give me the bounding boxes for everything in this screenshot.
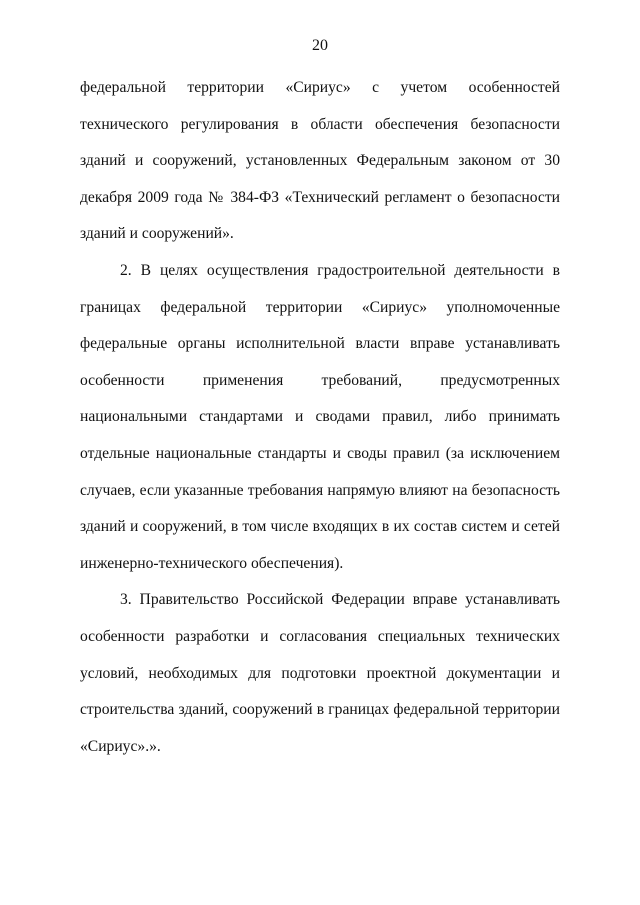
paragraph-continuation: федеральной территории «Сириус» с учетом особенностей технического регулирования в области обеспечения безопасности зданий и сооружений, установленных Федеральным законом от 30 декабря 2009 года № 384-ФЗ «Технический регламент о безопасности зданий и сооружений». [80,79,560,243]
paragraph-item-2: 2. В целях осуществления градостроительной деятельности в границах федеральной территории «Сириус» уполномоченные федеральные органы исполнительной власти вправе устанавливать особенности применения требований, предусмотренных национальными стандартами и сводами правил, либо принимать отдельные национальные стандарты и своды правил (за исключением случаев, если указанные требования напрямую влияют на безопасность зданий и сооружений, в том числе входящих в их состав систем и сетей инженерно-технического обеспечения). [80,261,560,572]
page-number: 20 [312,37,328,54]
paragraph-item-3: 3. Правительство Российской Федерации вправе устанавливать особенности разработки и согласования специальных технических условий, необходимых для подготовки проектной документации и строительства зданий, сооружений в границах федеральной территории «Сириус».». [80,591,560,755]
document-body [80,70,560,765]
